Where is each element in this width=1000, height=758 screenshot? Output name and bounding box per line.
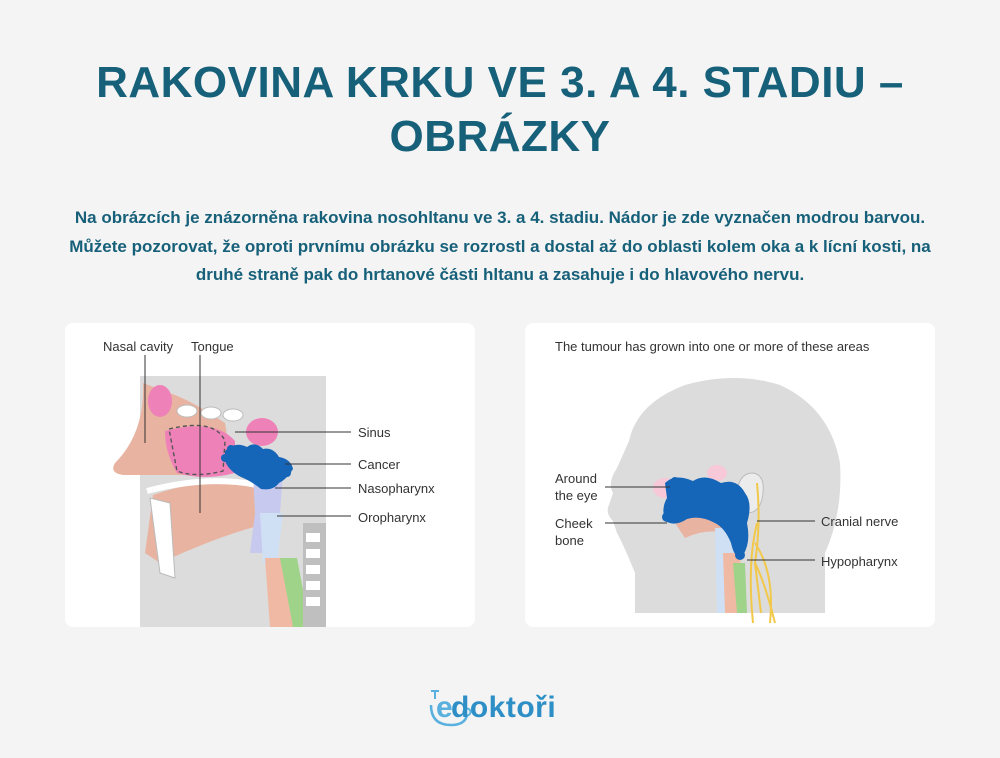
- diagram-sagittal-panel: [65, 323, 475, 627]
- label-cheek-bone-1: Cheek: [555, 516, 593, 531]
- label-sinus: Sinus: [358, 425, 391, 440]
- label-around-eye-2: the eye: [555, 488, 598, 503]
- page-title: RAKOVINA KRKU VE 3. A 4. STADIU – OBRÁZKY: [96, 58, 904, 161]
- label-oropharynx: Oropharynx: [358, 510, 426, 525]
- label-tongue: Tongue: [191, 339, 234, 354]
- logo-letter-e: e: [436, 691, 453, 724]
- diagram-profile-panel: [525, 323, 935, 627]
- label-cancer: Cancer: [358, 457, 400, 472]
- label-hypopharynx: Hypopharynx: [821, 554, 898, 569]
- label-nasopharynx: Nasopharynx: [358, 481, 435, 496]
- frontal-sinus: [148, 385, 172, 417]
- sagittal-head-illustration: [65, 323, 475, 627]
- figure-caption: The tumour has grown into one or more of these areas: [555, 339, 870, 354]
- label-around-eye-1: Around: [555, 471, 597, 486]
- logo-text: doktoři: [451, 691, 557, 724]
- label-cheek-bone-2: bone: [555, 533, 584, 548]
- label-cranial-nerve: Cranial nerve: [821, 514, 899, 529]
- label-nasal-cavity: Nasal cavity: [103, 339, 174, 354]
- page-description: Na obrázcích je znázorněna rakovina nosohltanu ve 3. a 4. stadiu. Nádor je zde vyznačen modrou barvou. Můžete pozorovat, že oproti prvnímu obrázku se rozrostl a dostal až do oblasti kolem oka a k lícní kosti, na druhé straně pak do hrtanové části hltanu a zasahuje i do hlavového nervu.: [69, 208, 931, 284]
